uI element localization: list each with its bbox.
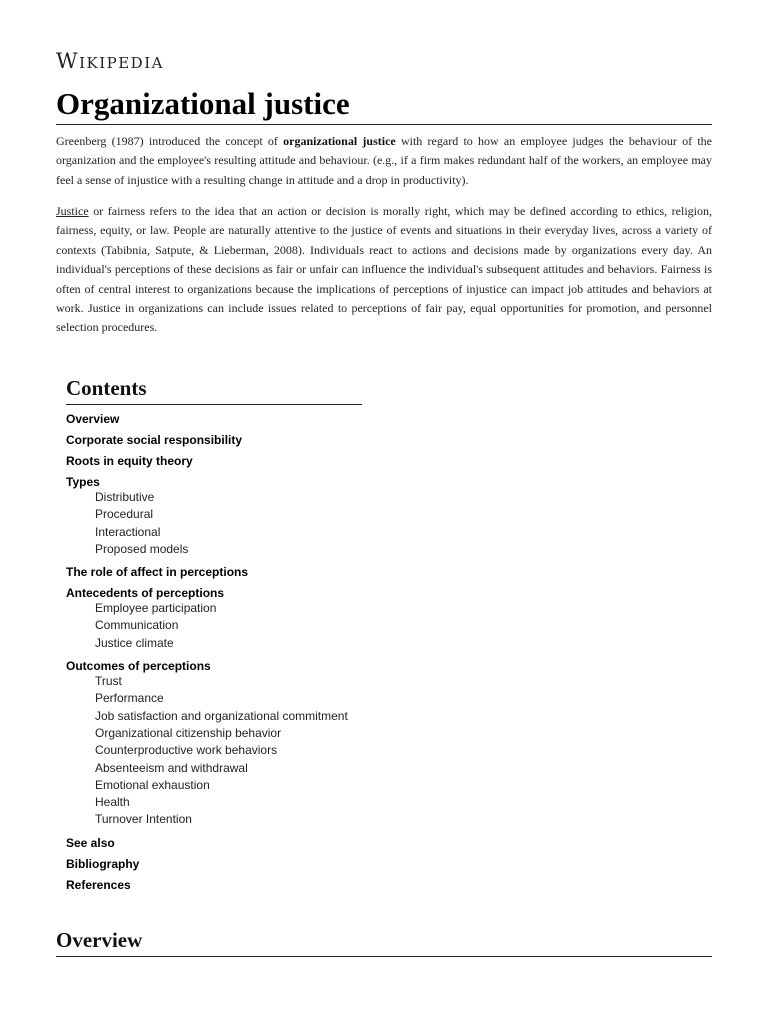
- wikipedia-wordmark[interactable]: Wikipedia: [56, 49, 164, 73]
- intro-text: Greenberg (1987) introduced the concept of: [56, 134, 284, 148]
- justice-link[interactable]: Justice: [56, 204, 89, 218]
- toc-subitem[interactable]: Justice climate: [95, 635, 174, 650]
- toc-item[interactable]: Antecedents of perceptions: [66, 586, 225, 601]
- toc-item[interactable]: The role of affect in perceptions: [66, 565, 249, 580]
- toc-title: Contents: [66, 376, 147, 400]
- table-of-contents: [66, 376, 362, 896]
- toc-item[interactable]: Bibliography: [66, 856, 140, 871]
- page-title: Organizational justice: [56, 86, 350, 121]
- intro-text: or fairness refers to the idea that an action or decision is morally right, which may be defined according to ethics, religion, fairness, equity, or law. People are naturally attentive to the justice of events and situations in their everyday lives, across a variety of contexts (Tabibnia, Satpute, & Lieberman, 2008). Individuals react to actions and decisions made by organizations every day. An individual's perceptions of these decisions as fair or unfair can influence the individual's subsequent attitudes and behaviors. Fairness is often of central interest to organizations because the implications of perceptions of injustice can impact job attitudes and behaviors at work. Justice in organizations can include issues related to perceptions of fair pay, equal opportunities for promotion, and personnel selection procedures.: [56, 204, 712, 335]
- toc-item[interactable]: Roots in equity theory: [66, 454, 193, 468]
- toc-subitem[interactable]: Health: [95, 795, 130, 810]
- toc-subitem[interactable]: Distributive: [95, 490, 155, 504]
- toc-item[interactable]: References: [66, 877, 131, 892]
- toc-item[interactable]: Types: [66, 475, 100, 489]
- section-heading-overview: Overview: [56, 928, 143, 952]
- toc-item[interactable]: Outcomes of perceptions: [66, 659, 211, 674]
- toc-subitem[interactable]: Performance: [95, 691, 164, 706]
- toc-subitem[interactable]: Employee participation: [95, 601, 217, 616]
- toc-subitem[interactable]: Turnover Intention: [95, 812, 192, 827]
- toc-subitem[interactable]: Emotional exhaustion: [95, 777, 210, 792]
- toc-divider: [66, 404, 362, 405]
- toc-subitem[interactable]: Counterproductive work behaviors: [95, 743, 278, 758]
- toc-subitem[interactable]: Job satisfaction and organizational commitment: [95, 708, 348, 723]
- toc-item[interactable]: Overview: [66, 412, 120, 426]
- toc-subitem[interactable]: Communication: [95, 618, 179, 633]
- intro-bold-term: organizational justice: [283, 134, 396, 148]
- toc-item[interactable]: See also: [66, 835, 115, 850]
- toc-subitem[interactable]: Trust: [95, 674, 122, 689]
- overview-divider: [56, 956, 712, 957]
- title-divider: [56, 124, 712, 125]
- toc-list: [66, 409, 362, 896]
- toc-subitem[interactable]: Absenteeism and withdrawal: [95, 760, 248, 775]
- toc-subitem[interactable]: Organizational citizenship behavior: [95, 725, 282, 740]
- intro-paragraph-1: [56, 132, 712, 190]
- toc-subitem[interactable]: Procedural: [95, 507, 154, 522]
- intro-paragraph-2: [56, 202, 712, 338]
- toc-subitem[interactable]: Interactional: [95, 524, 161, 539]
- intro-text: with regard to how an employee judges the behaviour of the organization and the employee's resulting attitude and behaviour. (e.g., if a firm makes redundant half of the workers, an employee may feel a sense of injustice with a resulting change in attitude and a drop in productivity).: [56, 134, 712, 187]
- toc-subitem[interactable]: Proposed models: [95, 541, 189, 556]
- toc-item[interactable]: Corporate social responsibility: [66, 433, 243, 447]
